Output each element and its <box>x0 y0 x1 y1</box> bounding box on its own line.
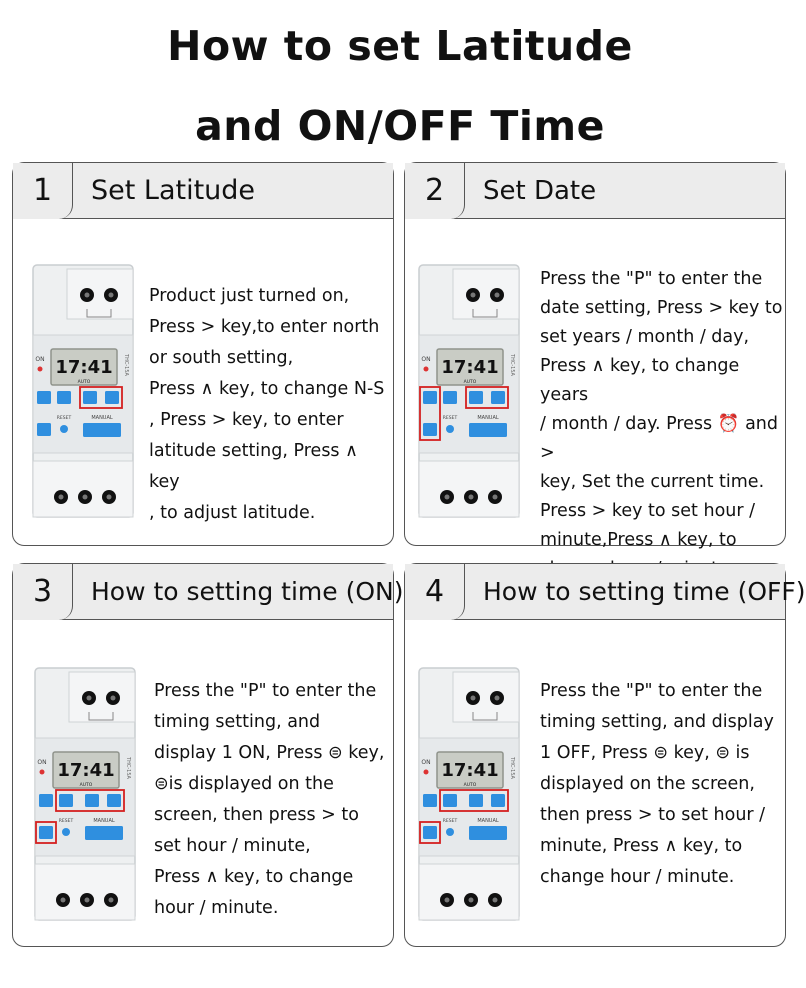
button-clock <box>423 391 437 404</box>
screw-slot <box>469 898 474 903</box>
reset-label: RESET <box>56 416 72 421</box>
button-right <box>85 794 99 807</box>
model-label: THC-15A <box>125 757 131 779</box>
lcd-mode: AUTO <box>79 783 93 788</box>
timer-device-image <box>417 668 521 922</box>
model-label: THC-15A <box>509 757 515 779</box>
lcd-time: 17:41 <box>441 760 499 781</box>
button-onoff <box>443 391 457 404</box>
button-onoff <box>443 794 457 807</box>
step-instructions: Press the "P" to enter the timing setting, and display 1 ON, Press ⊜ key, ⊜is displayed on the screen, then press > to set hour / minute, Press ∧ key, to change hour / minute. <box>154 681 385 918</box>
page-title-line1: How to set Latitude <box>167 22 633 70</box>
on-label: ON <box>37 759 47 766</box>
terminal-block-top <box>453 269 519 319</box>
step-number: 3 <box>13 564 73 620</box>
step-number: 1 <box>13 163 73 219</box>
reset-button <box>62 828 70 836</box>
button-right <box>83 391 97 404</box>
timer-device-image <box>417 265 521 519</box>
screw-slot <box>61 898 66 903</box>
terminal-block-bottom <box>35 864 135 920</box>
button-onoff <box>57 391 71 404</box>
step-instructions: Press the "P" to enter the timing setting, and display 1 OFF, Press ⊜ key, ⊜ is displayed on the screen, then press > to set hour / minute, Press ∧ key, to change hour / minute. <box>540 681 774 887</box>
button-p <box>39 826 53 839</box>
terminal-block-bottom <box>419 461 519 517</box>
step-card-4 <box>404 563 806 947</box>
step-card-2 <box>404 162 786 550</box>
button-up <box>107 794 121 807</box>
reset-label: RESET <box>442 416 458 421</box>
step-instructions: Product just turned on, Press > key,to enter north or south setting, Press ∧ key, to change N-S , Press > key, to enter latitude setting, Press ∧ key , to adjust latitude. <box>149 286 385 523</box>
timer-device-image <box>31 265 135 519</box>
step-title: How to setting time (OFF) <box>483 577 806 606</box>
on-label: ON <box>421 759 431 766</box>
button-clock <box>423 794 437 807</box>
screw-slot <box>59 495 64 500</box>
manual-label: MANUAL <box>91 415 113 421</box>
on-label: ON <box>35 356 45 363</box>
screw-slot <box>109 293 114 298</box>
screw-slot <box>493 898 498 903</box>
screw-slot <box>471 293 476 298</box>
screw-slot <box>493 495 498 500</box>
reset-label: RESET <box>442 819 458 824</box>
button-clock <box>39 794 53 807</box>
on-led <box>38 367 43 372</box>
button-right <box>469 794 483 807</box>
button-up <box>491 391 505 404</box>
step-number: 4 <box>405 564 465 620</box>
screw-slot <box>471 696 476 701</box>
reset-label: RESET <box>58 819 74 824</box>
lcd-mode: AUTO <box>463 783 477 788</box>
step-title: How to setting time (ON) <box>91 577 404 606</box>
model-label: THC-15A <box>509 354 515 376</box>
button-right <box>469 391 483 404</box>
screw-slot <box>445 495 450 500</box>
manual-label: MANUAL <box>93 818 115 824</box>
lcd-mode: AUTO <box>463 380 477 385</box>
reset-button <box>60 425 68 433</box>
screw-slot <box>445 898 450 903</box>
button-p <box>423 423 437 436</box>
on-led <box>424 367 429 372</box>
button-p <box>37 423 51 436</box>
manual-button <box>85 826 123 840</box>
step-title: Set Date <box>483 176 597 206</box>
terminal-block-top <box>453 672 519 722</box>
lcd-time: 17:41 <box>57 760 115 781</box>
step-title: Set Latitude <box>91 175 256 206</box>
button-up <box>491 794 505 807</box>
lcd-mode: AUTO <box>77 380 91 385</box>
step-card-1 <box>12 162 394 546</box>
screw-slot <box>111 696 116 701</box>
manual-button <box>469 826 507 840</box>
manual-label: MANUAL <box>477 818 499 824</box>
terminal-block-bottom <box>33 461 133 517</box>
button-clock <box>37 391 51 404</box>
timer-device-image <box>33 668 137 922</box>
on-label: ON <box>421 356 431 363</box>
screw-slot <box>83 495 88 500</box>
model-label: THC-15A <box>123 354 129 376</box>
screw-slot <box>109 898 114 903</box>
screw-slot <box>469 495 474 500</box>
button-onoff <box>59 794 73 807</box>
screw-slot <box>87 696 92 701</box>
manual-label: MANUAL <box>477 415 499 421</box>
lcd-time: 17:41 <box>441 357 499 378</box>
lcd-time: 17:41 <box>55 357 113 378</box>
step-number: 2 <box>405 163 465 219</box>
screw-slot <box>495 293 500 298</box>
page-title-line2: and ON/OFF Time <box>195 102 605 150</box>
button-up <box>105 391 119 404</box>
reset-button <box>446 425 454 433</box>
terminal-block-top <box>69 672 135 722</box>
terminal-block-bottom <box>419 864 519 920</box>
button-p <box>423 826 437 839</box>
reset-button <box>446 828 454 836</box>
step-instructions: Press the "P" to enter the date setting, Press > key to set years / month / day, Press ∧ key, to change years / month / day. Press ⏰ and > key, Set the current time. Press > key to set hour / minute,Press ∧ key, to <box>540 269 783 550</box>
step-card-3 <box>12 563 404 947</box>
screw-slot <box>107 495 112 500</box>
screw-slot <box>85 293 90 298</box>
on-led <box>40 770 45 775</box>
terminal-block-top <box>67 269 133 319</box>
manual-button <box>83 423 121 437</box>
on-led <box>424 770 429 775</box>
manual-button <box>469 423 507 437</box>
screw-slot <box>495 696 500 701</box>
screw-slot <box>85 898 90 903</box>
